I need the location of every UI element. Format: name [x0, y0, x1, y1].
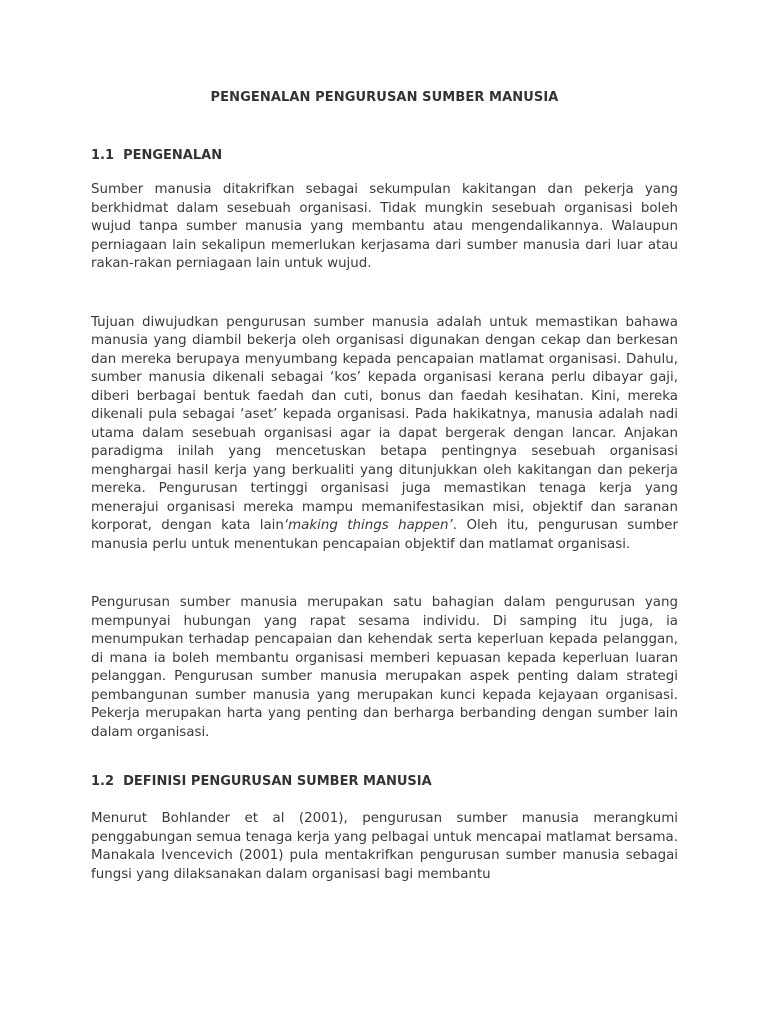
paragraph-definitions-authors: Menurut Bohlander et al (2001), pengurusan sumber manusia merangkumi penggabungan semua tenaga kerja yang pelbagai untuk mencapai matlamat bersama. Manakala Ivencevich (2001) pula mentakrifkan pengurusan sumber manusia sebagai fungsi yang dilaksanakan dalam organisasi bagi membantu: [91, 811, 678, 882]
paragraph-purpose: [91, 314, 678, 555]
paragraph-purpose-text-end: . Oleh itu, pengurusan sumber manusia perlu untuk menentukan pencapaian objektif dan matlamat organisasi.: [91, 518, 679, 552]
paragraph-definition: Sumber manusia ditakrifkan sebagai sekumpulan kakitangan dan pekerja yang berkhidmat dalam sesebuah organisasi. Tidak mungkin sesebuah organisasi boleh wujud tanpa sumber manusia yang membantu atau mengendalikannya. Walaupun perniagaan lain sekalipun memerlukan kerjasama dari sumber manusia dari luar atau rakan-rakan perniagaan lain untuk wujud.: [91, 182, 678, 271]
section-heading-definisi: 1.2 DEFINISI PENGURUSAN SUMBER MANUSIA: [91, 774, 432, 789]
section-heading-pengenalan: 1.1 PENGENALAN: [91, 148, 223, 163]
paragraph-purpose-italic-phrase: ‘making things happen’: [283, 518, 453, 533]
paragraph-purpose-text-start: Tujuan diwujudkan pengurusan sumber manusia adalah untuk memastikan bahawa manusia yang diambil bekerja oleh organisasi digunakan dengan cekap dan berkesan dan mereka berupaya menyumbang kepada pencapaian matlamat organisasi. Dahulu, sumber manusia dikenali sebagai ‘kos’ kepada organisasi kerana perlu dibayar gaji, diberi berbagai bentuk faedah dan cuti, bonus dan faedah kesihatan. Kini, mereka dikenali pula sebagai ‘aset’ kepada organisasi. Pada hakikatnya, manusia adalah nadi utama dalam sesebuah organisasi agar ia dapat bergerak dengan lancar. Anjakan paradigma inilah yang mencetuskan betapa pentingnya sesebuah organisasi menghargai hasil kerja yang berkualiti yang ditunjukkan oleh kakitangan dan pekerja mereka. Pengurusan tertinggi organisasi juga memastikan tenaga kerja yang menerajui organisasi mereka mampu memanifestasikan misi, objektif dan saranan korporat, dengan kata lain: [91, 314, 678, 533]
paragraph-importance: Pengurusan sumber manusia merupakan satu bahagian dalam pengurusan yang mempunyai hubungan yang rapat sesama individu. Di samping itu juga, ia menumpukan terhadap pencapaian dan kehendak serta keperluan kepada pelanggan, di mana ia boleh membantu organisasi memberi kepuasan kepada keperluan luaran pelanggan. Pengurusan sumber manusia merupakan aspek penting dalam strategi pembangunan sumber manusia yang merupakan kunci kepada kejayaan organisasi. Pekerja merupakan harta yang penting dan berharga berbanding dengan sumber lain dalam organisasi.: [91, 595, 678, 740]
document-title: PENGENALAN PENGURUSAN SUMBER MANUSIA: [210, 90, 559, 105]
document-page: [91, 88, 678, 884]
